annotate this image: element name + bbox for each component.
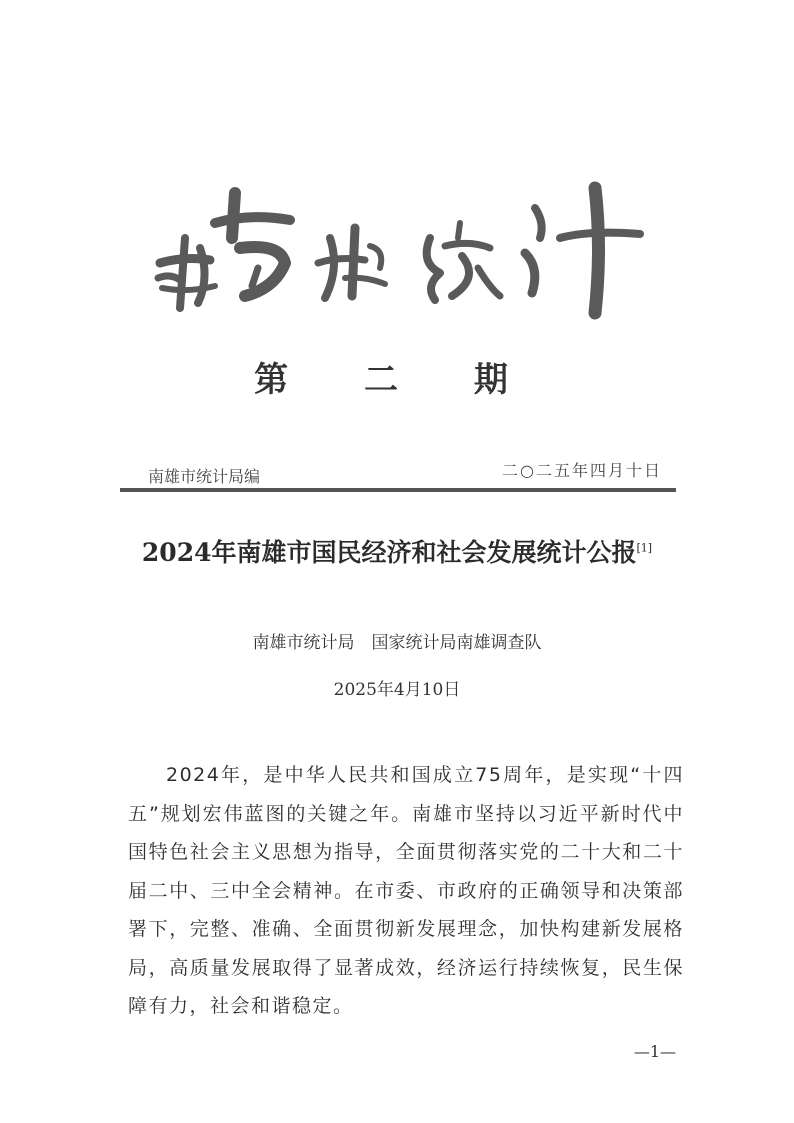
compiler-label: 南雄市统计局编: [148, 467, 261, 486]
issue-date: 二○二五年四月十日: [502, 461, 662, 480]
page-number: —1—: [633, 1042, 676, 1061]
footnote-marker: [1]: [636, 541, 653, 555]
issue-label: 第 二 期: [254, 360, 540, 400]
header-divider: [120, 488, 676, 492]
document-title-text: 2024年南雄市国民经济和社会发展统计公报: [141, 538, 637, 567]
document-date: 2025年4月10日: [333, 680, 461, 700]
body-paragraph: 2024年，是中华人民共和国成立75周年，是实现“十四五”规划宏伟蓝图的关键之年。南雄市坚持以习近平新时代中国特色社会主义思想为指导，全面贯彻落实党的二十大和二十届二中、三中全会精神。在市委、市政府的正确领导和决策部署下，完整、准确、全面贯彻新发展理念，加快构建新发展格局，高质量发展取得了显著成效，经济运行持续恢复，民生保障有力，社会和谐稳定。: [128, 764, 684, 1017]
document-title: [0, 533, 794, 569]
document-authors: 南雄市统计局 国家统计局南雄调查队: [252, 633, 542, 653]
masthead-calligraphy: [140, 168, 660, 328]
calligraphy-logo: [140, 168, 660, 328]
